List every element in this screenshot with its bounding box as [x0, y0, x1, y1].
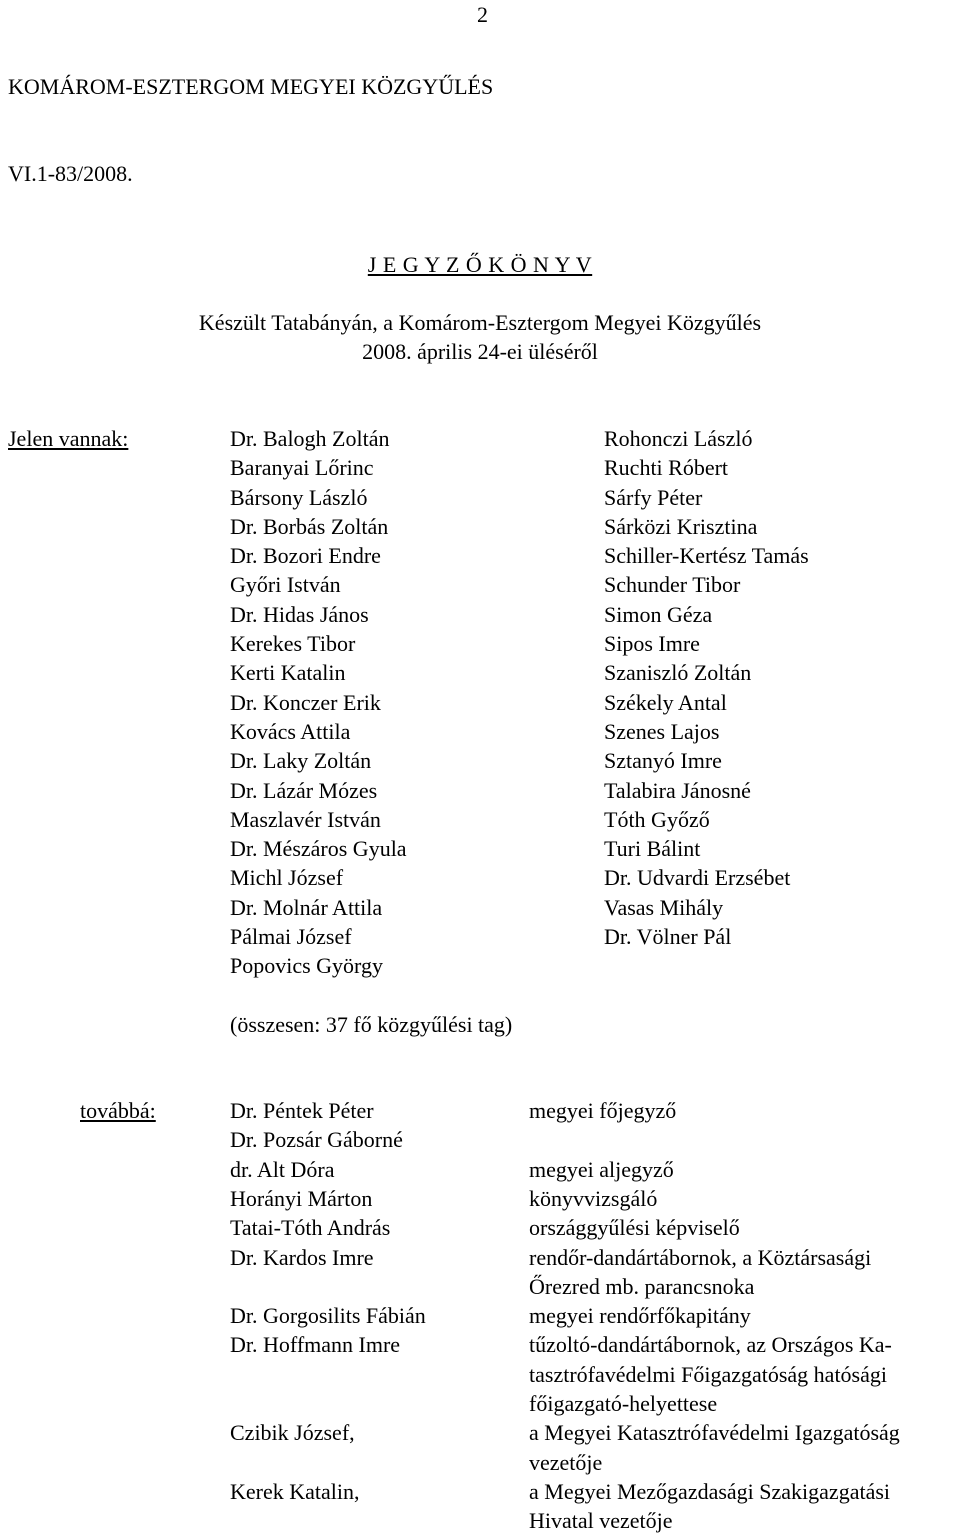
subtitle-line: 2008. április 24-ei üléséről	[362, 339, 598, 365]
guest-role-line: tasztrófavédelmi Főigazgatóság hatósági	[529, 1361, 887, 1387]
guest-role	[529, 1096, 676, 1125]
attendee-name: Baranyai Lőrinc	[230, 455, 374, 481]
also-present-label: továbbá:	[80, 1098, 156, 1123]
guest-name: Kerek Katalin,	[230, 1478, 360, 1504]
guest-name: Dr. Péntek Péter	[230, 1098, 374, 1123]
attendee-name: Vasas Mihály	[604, 894, 724, 920]
guest-role	[529, 1301, 751, 1330]
attendee-name: Kovács Attila	[230, 718, 351, 744]
attendee-name: Dr. Völner Pál	[604, 924, 732, 950]
guest-role-line: a Megyei Katasztrófavédelmi Igazgatóság	[529, 1420, 900, 1446]
attendee-name: Dr. Bozori Endre	[230, 543, 381, 569]
attendee-name: Sipos Imre	[604, 631, 700, 657]
guest-role-line: Hivatal vezetője	[529, 1508, 673, 1534]
guest-role-line: rendőr-dandártábornok, a Köztársasági	[529, 1244, 872, 1270]
guest-role-line: a Megyei Mezőgazdasági Szakigazgatási	[529, 1478, 891, 1504]
attendee-name: Rohonczi László	[604, 426, 753, 451]
guest-name: Dr. Gorgosilits Fábián	[230, 1303, 426, 1329]
organization-heading: KOMÁROM-ESZTERGOM MEGYEI KÖZGYŰLÉS	[8, 74, 494, 99]
attendee-total: (összesen: 37 fő közgyűlési tag)	[230, 1012, 513, 1037]
attendee-name: Ruchti Róbert	[604, 455, 729, 481]
attendee-name: Sárfy Péter	[604, 484, 703, 510]
guest-name: dr. Alt Dóra	[230, 1156, 335, 1182]
guest-role-line: megyei aljegyző	[529, 1156, 674, 1182]
guest-role-line: országgyűlési képviselő	[529, 1215, 740, 1241]
guest-role-line: főigazgató-helyettese	[529, 1390, 718, 1416]
guest-name: Horányi Márton	[230, 1185, 373, 1211]
subtitle-line: Készült Tatabányán, a Komárom-Esztergom Megyei Közgyűlés	[198, 310, 762, 335]
attendee-name: Dr. Molnár Attila	[230, 894, 383, 920]
attendee-name: Dr. Lázár Mózes	[230, 777, 378, 803]
attendee-name: Talabira Jánosné	[604, 777, 751, 803]
guest-role	[529, 1330, 892, 1418]
guest-role	[529, 1213, 740, 1242]
page-number: 2	[477, 2, 488, 27]
attendee-name: Dr. Borbás Zoltán	[230, 513, 389, 539]
guest-name: Czibik József,	[230, 1420, 355, 1446]
attendee-name: Kerti Katalin	[230, 660, 346, 686]
guest-role	[529, 1477, 890, 1535]
document-title: J E G Y Z Ő K Ö N Y V	[367, 252, 593, 277]
attendee-name: Bársony László	[230, 484, 368, 510]
attendee-name: Kerekes Tibor	[230, 631, 356, 657]
guest-role	[529, 1184, 657, 1213]
attendee-list-left	[230, 424, 407, 981]
attendee-name: Székely Antal	[604, 689, 727, 715]
attendee-name: Popovics György	[230, 953, 383, 979]
attendee-name: Tóth Győző	[604, 806, 710, 832]
guest-role-line: tűzoltó-dandártábornok, az Országos Ka-	[529, 1332, 892, 1358]
attendee-name: Pálmai József	[230, 924, 352, 950]
attendee-name: Dr. Konczer Erik	[230, 689, 381, 715]
guest-name: Tatai-Tóth András	[230, 1215, 391, 1241]
attendee-name: Szenes Lajos	[604, 718, 720, 744]
present-label: Jelen vannak:	[8, 426, 129, 451]
attendee-name: Simon Géza	[604, 601, 713, 627]
attendee-name: Sárközi Krisztina	[604, 513, 758, 539]
guest-name: Dr. Pozsár Gáborné	[230, 1127, 403, 1153]
guest-name: Dr. Kardos Imre	[230, 1244, 374, 1270]
attendee-name: Sztanyó Imre	[604, 748, 722, 774]
guest-role-line: Őrezred mb. parancsnoka	[529, 1273, 755, 1299]
attendee-name: Turi Bálint	[604, 836, 701, 862]
guest-role	[529, 1155, 674, 1184]
guest-role-line: megyei főjegyző	[529, 1098, 677, 1123]
attendee-name: Győri István	[230, 572, 341, 598]
attendee-name: Maszlavér István	[230, 806, 381, 832]
attendee-name: Dr. Hidas János	[230, 601, 369, 627]
attendee-name: Dr. Laky Zoltán	[230, 748, 372, 774]
attendee-name: Schunder Tibor	[604, 572, 741, 598]
document-number: VI.1-83/2008.	[8, 161, 133, 186]
guest-name: Dr. Hoffmann Imre	[230, 1332, 401, 1358]
attendee-list-right	[604, 424, 809, 951]
attendee-name: Schiller-Kertész Tamás	[604, 543, 809, 569]
guest-role-line: vezetője	[529, 1449, 603, 1475]
attendee-name: Dr. Mészáros Gyula	[230, 836, 407, 862]
attendee-name: Dr. Balogh Zoltán	[230, 426, 390, 451]
attendee-name: Szaniszló Zoltán	[604, 660, 752, 686]
guest-role-line: megyei rendőrfőkapitány	[529, 1303, 751, 1329]
attendee-name: Michl József	[230, 865, 344, 891]
document-subtitle	[0, 308, 960, 367]
attendee-name: Dr. Udvardi Erzsébet	[604, 865, 791, 891]
guest-role	[529, 1418, 900, 1477]
guest-role-line: könyvvizsgáló	[529, 1185, 658, 1211]
guest-role	[529, 1243, 871, 1302]
